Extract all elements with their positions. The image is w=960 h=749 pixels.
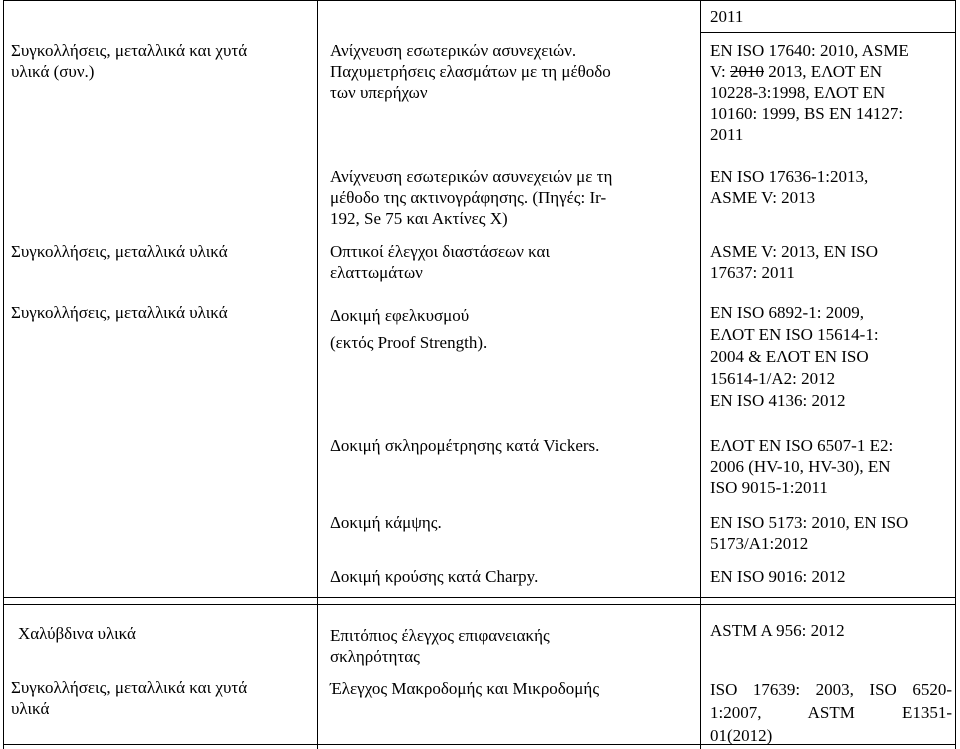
test-cell: Έλεγχος Μακροδομής και Μικροδομής bbox=[330, 679, 600, 698]
row-border bbox=[3, 597, 956, 598]
struck-year: 2010 bbox=[730, 62, 764, 81]
standard-text: 2013, ΕΛΟΤ EN 10228-3:1998, ΕΛΟΤ ΕΝ 10160: 1999, BS EN 14127: 2011 bbox=[710, 62, 904, 144]
test-cell: Δοκιμή εφελκυσμού (εκτός Proof Strength). bbox=[330, 306, 488, 352]
top-fragment: 2011 bbox=[710, 7, 744, 26]
standard-line: ISO 17639: 2003, ISO 6520- bbox=[710, 680, 952, 699]
test-cell: Επιτόπιος έλεγχος επιφανειακής σκληρότητας bbox=[330, 626, 550, 666]
standard-cell: EN ISO 9016: 2012 bbox=[710, 567, 846, 586]
material-cell: Συγκολλήσεις, μεταλλικά υλικά bbox=[11, 242, 228, 261]
standard-cell: EN ISO 6892-1: 2009, ΕΛΟΤ ΕΝ ISO 15614-1: 2004 & ΕΛΟΤ ΕΝ ISO 15614-1/A2: 2012 EN ISO 4136: 2012 bbox=[710, 303, 879, 410]
row-border-top bbox=[3, 0, 956, 1]
material-cell: Συγκολλήσεις, μεταλλικά και χυτά υλικά (συν.) bbox=[11, 41, 248, 81]
standard-cell: ΕΛΟΤ EN ISO 6507-1 E2: 2006 (HV-10, HV-30), EN ISO 9015-1:2011 bbox=[710, 436, 894, 497]
test-cell: Δοκιμή κρούσης κατά Charpy. bbox=[330, 567, 539, 586]
standard-text: EN ISO 17640: 2010, ASME V: bbox=[710, 41, 909, 81]
row-border bbox=[3, 604, 956, 605]
standard-line: 01(2012) bbox=[710, 726, 773, 745]
column-divider-2 bbox=[700, 0, 701, 749]
material-cell: Χαλύβδινα υλικά bbox=[18, 624, 136, 643]
standard-cell bbox=[710, 40, 909, 145]
test-cell: Δοκιμή σκληρομέτρησης κατά Vickers. bbox=[330, 436, 600, 455]
material-cell: Συγκολλήσεις, μεταλλικά και χυτά υλικά bbox=[11, 678, 248, 718]
table-border-left bbox=[3, 0, 4, 749]
test-cell: Οπτικοί έλεγχοι διαστάσεων και ελαττωμάτων bbox=[330, 242, 551, 282]
standard-cell bbox=[710, 678, 952, 747]
test-cell: Δοκιμή κάμψης. bbox=[330, 513, 442, 532]
test-cell: Ανίχνευση εσωτερικών ασυνεχειών με τη μέθοδο της ακτινογράφησης. (Πηγές: Ir- 192, Se 75 και Ακτίνες Χ) bbox=[330, 167, 613, 228]
standard-cell: ASME V: 2013, EN ISO 17637: 2011 bbox=[710, 242, 878, 282]
standard-line: 1:2007, ASTM E1351- bbox=[710, 703, 952, 722]
material-cell: Συγκολλήσεις, μεταλλικά υλικά bbox=[11, 303, 228, 322]
standard-cell: EN ISO 5173: 2010, EN ISO 5173/A1:2012 bbox=[710, 513, 909, 553]
test-cell: Ανίχνευση εσωτερικών ασυνεχειών. Παχυμετρήσεις ελασμάτων με τη μέθοδο των υπερήχων bbox=[330, 41, 611, 102]
table-border-right bbox=[955, 0, 956, 749]
row-border bbox=[700, 32, 956, 33]
standard-cell: ASTM A 956: 2012 bbox=[710, 621, 845, 640]
column-divider-1 bbox=[317, 0, 318, 749]
standard-cell: EN ISO 17636-1:2013, ASME V: 2013 bbox=[710, 167, 869, 207]
